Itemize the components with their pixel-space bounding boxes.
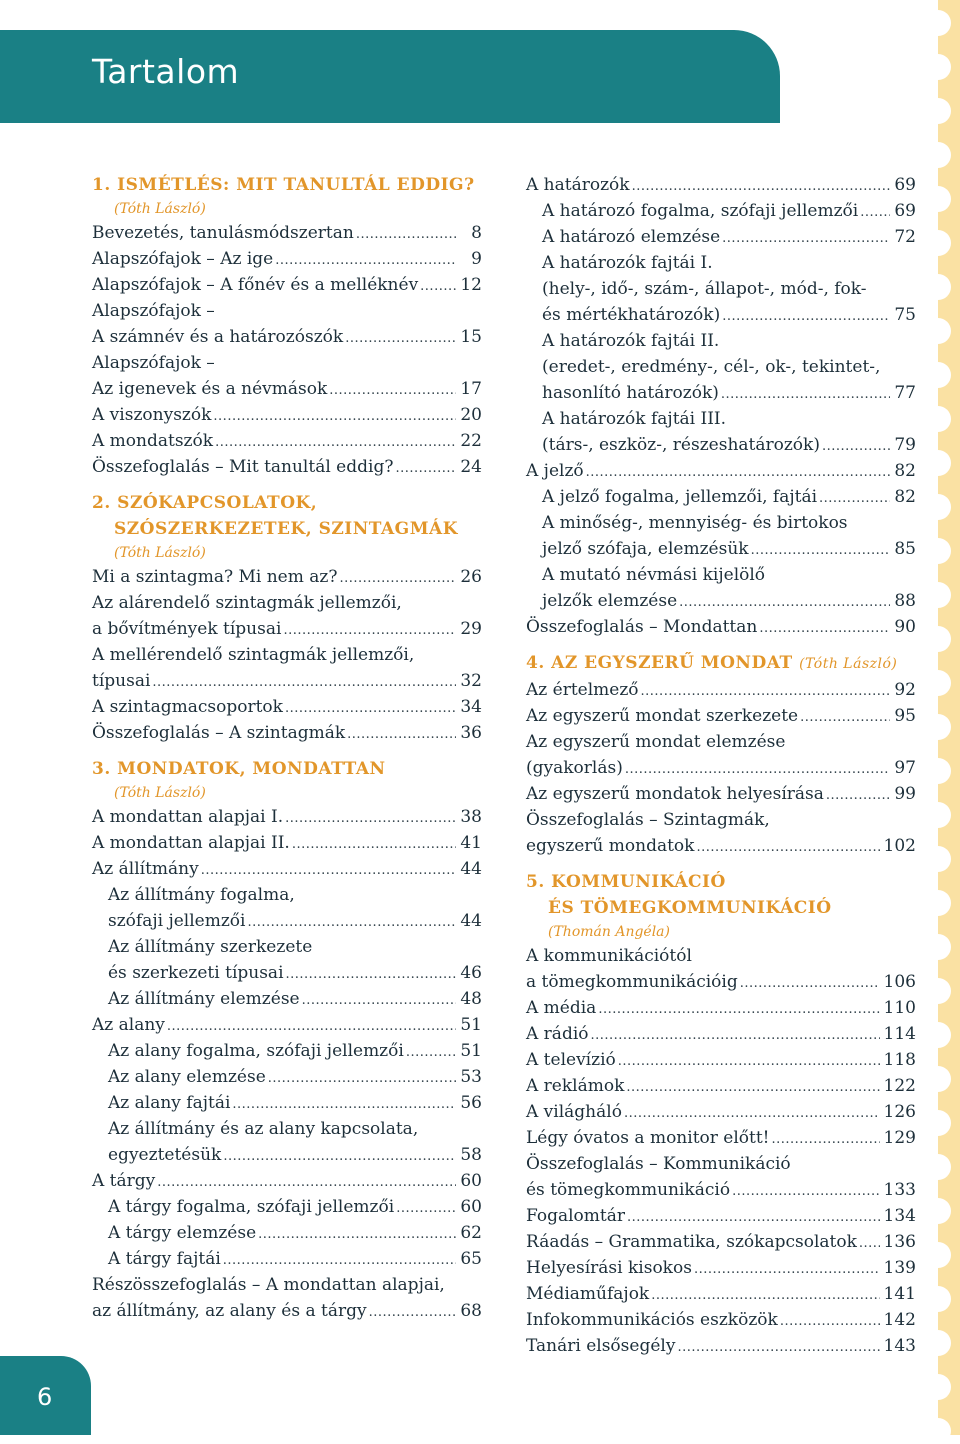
edge-scallop xyxy=(925,1110,951,1136)
toc-entry[interactable]: A jelző ..... 82 xyxy=(526,458,916,484)
toc-entry[interactable]: egyeztetésük ..... 58 xyxy=(92,1142,482,1168)
toc-entry[interactable]: Alapszófajok – Az ige ..... 9 xyxy=(92,246,482,272)
toc-entry[interactable]: Légy óvatos a monitor előtt! ..... 129 xyxy=(526,1125,916,1151)
toc-entry[interactable]: Alapszófajok – A főnév és a melléknév ..... 12 xyxy=(92,272,482,298)
toc-entry-line: Az alárendelő szintagmák jellemzői, xyxy=(92,593,402,613)
toc-entry[interactable]: Az egyszerű mondatok helyesírása ..... 99 xyxy=(526,781,916,807)
toc-entry[interactable]: a bővítmények típusai ..... 29 xyxy=(92,616,482,642)
toc-entry[interactable]: és szerkezeti típusai ..... 46 xyxy=(92,960,482,986)
edge-scallop xyxy=(925,406,951,432)
toc-entry-line: A minőség-, mennyiség- és birtokos xyxy=(542,513,848,533)
toc-entry-line: Az állítmány szerkezete xyxy=(108,937,313,957)
toc-entry[interactable]: típusai ..... 32 xyxy=(92,668,482,694)
toc-entry[interactable]: Az alany fogalma, szófaji jellemzői ..... 51 xyxy=(92,1038,482,1064)
toc-entry[interactable]: Összefoglalás – Mondattan ..... 90 xyxy=(526,614,916,640)
toc-entry[interactable]: A határozó elemzése ..... 72 xyxy=(526,224,916,250)
toc-entry[interactable]: A televízió ..... 118 xyxy=(526,1047,916,1073)
toc-entry[interactable]: Az állítmány ..... 44 xyxy=(92,856,482,882)
edge-scallop xyxy=(925,1022,951,1048)
edge-scallop xyxy=(925,626,951,652)
toc-left-column xyxy=(92,172,482,1324)
toc-entry[interactable]: A tárgy ..... 60 xyxy=(92,1168,482,1194)
toc-entry[interactable]: Az egyszerű mondat szerkezete ..... 95 xyxy=(526,703,916,729)
edge-scallop xyxy=(925,318,951,344)
toc-entry[interactable]: Tanári elsősegély ..... 143 xyxy=(526,1333,916,1359)
edge-scallop xyxy=(925,142,951,168)
edge-scallop xyxy=(925,978,951,1004)
section-author: (Tóth László) xyxy=(114,201,206,217)
toc-entry[interactable]: a tömegkommunikációig ..... 106 xyxy=(526,969,916,995)
edge-scallop xyxy=(925,1198,951,1224)
toc-entry-line: A határozók fajtái I. xyxy=(542,253,713,273)
toc-entry[interactable]: jelzők elemzése ..... 88 xyxy=(526,588,916,614)
section-heading: 2. SZÓKAPCSOLATOK, xyxy=(92,493,318,513)
toc-entry-line: A kommunikációtól xyxy=(526,946,692,966)
toc-entry[interactable]: A jelző fogalma, jellemzői, fajtái ..... 82 xyxy=(526,484,916,510)
section-author: (Tóth László) xyxy=(799,656,898,672)
edge-scallop xyxy=(925,494,951,520)
edge-scallop xyxy=(925,186,951,212)
edge-scallop xyxy=(925,1242,951,1268)
edge-scallop xyxy=(925,230,951,256)
toc-entry[interactable]: Az alany fajtái ..... 56 xyxy=(92,1090,482,1116)
toc-entry[interactable]: A számnév és a határozószók ..... 15 xyxy=(92,324,482,350)
section-heading: 4. AZ EGYSZERŰ MONDAT (Tóth László) xyxy=(526,653,898,673)
toc-entry-line: Az állítmány és az alany kapcsolata, xyxy=(108,1119,419,1139)
toc-entry[interactable]: A tárgy fogalma, szófaji jellemzői ..... 60 xyxy=(92,1194,482,1220)
section-author: (Tóth László) xyxy=(114,545,206,561)
edge-scallop xyxy=(925,934,951,960)
toc-entry[interactable]: Az alany elemzése ..... 53 xyxy=(92,1064,482,1090)
toc-entry[interactable]: egyszerű mondatok ..... 102 xyxy=(526,833,916,859)
toc-entry[interactable]: és tömegkommunikáció ..... 133 xyxy=(526,1177,916,1203)
section-heading: 1. ISMÉTLÉS: MIT TANULTÁL EDDIG? xyxy=(92,175,475,195)
toc-entry[interactable]: szófaji jellemzői ..... 44 xyxy=(92,908,482,934)
toc-entry[interactable]: Mi a szintagma? Mi nem az? ..... 26 xyxy=(92,564,482,590)
toc-entry[interactable]: A határozó fogalma, szófaji jellemzői ..... 69 xyxy=(526,198,916,224)
toc-entry[interactable]: A világháló ..... 126 xyxy=(526,1099,916,1125)
section-heading: 3. MONDATOK, MONDATTAN xyxy=(92,759,386,779)
toc-entry[interactable]: és mértékhatározók) ..... 75 xyxy=(526,302,916,328)
section-heading: 5. KOMMUNIKÁCIÓ xyxy=(526,872,726,892)
toc-entry[interactable]: Összefoglalás – Mit tanultál eddig? ..... 24 xyxy=(92,454,482,480)
toc-entry-line: Összefoglalás – Kommunikáció xyxy=(526,1154,791,1174)
toc-entry[interactable]: az állítmány, az alany és a tárgy ..... 68 xyxy=(92,1298,482,1324)
toc-entry[interactable]: Az értelmező ..... 92 xyxy=(526,677,916,703)
edge-scallop xyxy=(925,846,951,872)
toc-entry[interactable]: A viszonyszók ..... 20 xyxy=(92,402,482,428)
toc-entry-line: A határozók fajtái II. xyxy=(542,331,720,351)
toc-entry[interactable]: Az alany ..... 51 xyxy=(92,1012,482,1038)
toc-entry[interactable]: Az állítmány elemzése ..... 48 xyxy=(92,986,482,1012)
toc-entry[interactable]: hasonlító határozók) ..... 77 xyxy=(526,380,916,406)
page-title: Tartalom xyxy=(92,52,240,91)
toc-entry[interactable]: A mondattan alapjai II. ..... 41 xyxy=(92,830,482,856)
toc-entry[interactable]: Összefoglalás – A szintagmák ..... 36 xyxy=(92,720,482,746)
toc-entry-line: A határozók fajtái III. xyxy=(542,409,727,429)
section-author: (Tóth László) xyxy=(114,785,206,801)
toc-right-column xyxy=(526,172,916,1359)
toc-entry[interactable]: Infokommunikációs eszközök ..... 142 xyxy=(526,1307,916,1333)
edge-scallop xyxy=(925,758,951,784)
edge-scallop xyxy=(925,1330,951,1356)
edge-scallop xyxy=(925,1286,951,1312)
edge-scallop xyxy=(925,362,951,388)
toc-entry[interactable]: A tárgy elemzése ..... 62 xyxy=(92,1220,482,1246)
toc-entry-line: A mutató névmási kijelölő xyxy=(542,565,766,585)
edge-scallop xyxy=(925,890,951,916)
toc-entry-line: A mellérendelő szintagmák jellemzői, xyxy=(92,645,415,665)
toc-entry-line: Összefoglalás – Szintagmák, xyxy=(526,810,770,830)
section-heading-cont: SZÓSZERKEZETEK, SZINTAGMÁK xyxy=(114,519,458,539)
edge-scallop xyxy=(925,10,951,36)
toc-entry[interactable]: Ráadás – Grammatika, szókapcsolatok ..... 136 xyxy=(526,1229,916,1255)
edge-scallop xyxy=(925,582,951,608)
edge-scallop xyxy=(925,1154,951,1180)
toc-entry[interactable]: Médiaműfajok ..... 141 xyxy=(526,1281,916,1307)
section-author: (Thomán Angéla) xyxy=(548,924,670,940)
edge-scallop xyxy=(925,802,951,828)
toc-entry[interactable]: A reklámok ..... 122 xyxy=(526,1073,916,1099)
toc-entry[interactable]: Az igenevek és a névmások ..... 17 xyxy=(92,376,482,402)
toc-entry-line: (eredet-, eredmény-, cél-, ok-, tekintet-, xyxy=(542,357,881,377)
toc-entry-line: Részösszefoglalás – A mondattan alapjai, xyxy=(92,1275,445,1295)
toc-entry[interactable]: A rádió ..... 114 xyxy=(526,1021,916,1047)
section-heading-cont: ÉS TÖMEGKOMMUNIKÁCIÓ xyxy=(548,898,832,918)
toc-entry-line: Az egyszerű mondat elemzése xyxy=(526,732,786,752)
toc-entry[interactable]: (társ-, eszköz-, részeshatározók) ..... 79 xyxy=(526,432,916,458)
toc-entry[interactable]: jelző szófaja, elemzésük ..... 85 xyxy=(526,536,916,562)
edge-scallop xyxy=(925,670,951,696)
toc-entry-line: Az állítmány fogalma, xyxy=(108,885,295,905)
edge-scallop xyxy=(925,98,951,124)
edge-scallop xyxy=(925,1418,951,1444)
edge-scallop xyxy=(925,1066,951,1092)
edge-scallop xyxy=(925,714,951,740)
page-edge-strip xyxy=(938,0,960,1435)
toc-entry[interactable]: A mondatszók ..... 22 xyxy=(92,428,482,454)
toc-entry[interactable]: Helyesírási kisokos ..... 139 xyxy=(526,1255,916,1281)
toc-entry[interactable]: A mondattan alapjai I. ..... 38 xyxy=(92,804,482,830)
edge-scallop xyxy=(925,54,951,80)
toc-entry[interactable]: A tárgy fajtái ..... 65 xyxy=(92,1246,482,1272)
edge-scallop xyxy=(925,1374,951,1400)
toc-entry-line: Alapszófajok – xyxy=(92,301,215,321)
edge-scallop xyxy=(925,450,951,476)
toc-entry[interactable]: A szintagmacsoportok ..... 34 xyxy=(92,694,482,720)
edge-scallop xyxy=(925,538,951,564)
toc-entry[interactable]: A határozók ..... 69 xyxy=(526,172,916,198)
toc-entry-line: (hely-, idő-, szám-, állapot-, mód-, fok- xyxy=(542,279,867,299)
toc-entry-line: Alapszófajok – xyxy=(92,353,215,373)
toc-entry[interactable]: Bevezetés, tanulásmódszertan ..... 8 xyxy=(92,220,482,246)
page-number: 6 xyxy=(37,1383,53,1411)
toc-entry[interactable]: Fogalomtár ..... 134 xyxy=(526,1203,916,1229)
edge-scallop xyxy=(925,274,951,300)
toc-entry[interactable]: (gyakorlás) ..... 97 xyxy=(526,755,916,781)
toc-entry[interactable]: A média ..... 110 xyxy=(526,995,916,1021)
